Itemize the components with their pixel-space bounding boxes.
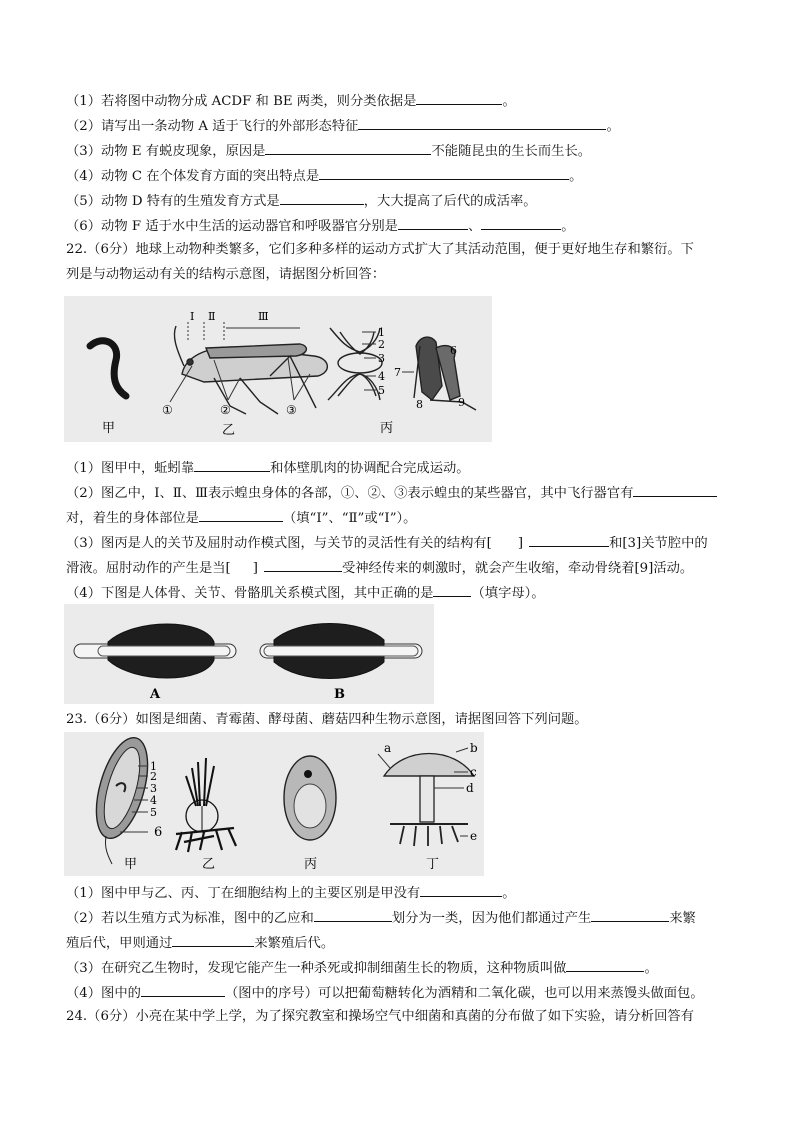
q23-item-3-text: （3）在研究乙生物时，发现它能产生一种杀死或抑制细菌生长的物质，这种物质叫做 — [66, 961, 567, 976]
fig-label-yi: 乙 — [202, 857, 216, 872]
answer-blank[interactable] — [141, 983, 225, 997]
fig-label-4: 4 — [378, 370, 385, 383]
fig-label-3: 3 — [378, 352, 385, 365]
fig-label-1: 1 — [150, 760, 157, 773]
answer-blank[interactable] — [358, 116, 606, 130]
q22-item-3-line-2 — [66, 558, 693, 578]
answer-blank[interactable] — [314, 908, 392, 922]
q23-item-4 — [66, 983, 704, 1003]
q21-item-5 — [66, 191, 537, 211]
q22-item-3-line-1 — [66, 533, 708, 553]
q22-intro-line-1: 22.（6分）地球上动物种类繁多，它们多种多样的运动方式扩大了其活动范围，便于更好地生存和繁衍。下 — [66, 242, 694, 257]
q23-intro: 23.（6分）如图是细菌、青霉菌、酵母菌、蘑菇四种生物示意图，请据图回答下列问题。 — [66, 712, 588, 727]
punct: 、 — [467, 219, 482, 234]
q22-item-2-mid: 对，着生的身体部位是 — [66, 511, 199, 526]
q22-intro-line-2: 列是与动物运动有关的结构示意图，请据图分析回答： — [66, 267, 386, 282]
q23-item-4-text: （4）图中的 — [66, 986, 141, 1001]
fig-label-bing: 丙 — [304, 857, 318, 872]
punct: 。 — [606, 119, 620, 134]
q21-item-1-text: （1）若将图中动物分成 ACDF 和 BE 两类，则分类依据是 — [66, 94, 417, 109]
bacterium-drawing — [87, 732, 158, 864]
punct: 。 — [502, 886, 516, 901]
answer-blank[interactable] — [481, 216, 561, 230]
fig-label-circle-3: ③ — [286, 403, 297, 417]
answer-blank[interactable] — [529, 533, 609, 547]
penicillium-drawing — [176, 758, 236, 852]
fig-label-1: 1 — [378, 326, 385, 339]
q21-item-3-text: （3）动物 E 有蜕皮现象，原因是 — [66, 144, 266, 159]
q23-item-1-text: （1）图中甲与乙、丙、丁在细胞结构上的主要区别是甲没有 — [66, 886, 421, 901]
fig-label-seg2: Ⅱ — [208, 310, 216, 323]
bracket-close: ] — [252, 561, 258, 576]
q23-item-2-text: （2）若以生殖方式为标准，图中的乙应和 — [66, 911, 314, 926]
fig-label-a: a — [384, 741, 392, 755]
q23-item-2-mid: 划分为一类，因为他们都通过产生 — [391, 911, 592, 926]
punct: 。 — [502, 94, 516, 109]
q22-item-2-tail: （填“Ⅰ”、“Ⅱ”或“Ⅰ”）。 — [282, 511, 417, 526]
q21-item-3 — [66, 141, 591, 161]
q21-item-1 — [66, 91, 516, 111]
q23-item-2-line-2 — [66, 933, 334, 953]
fig-label-4: 4 — [150, 794, 157, 807]
punct: 。 — [569, 169, 583, 184]
grasshopper-drawing — [174, 326, 327, 414]
answer-blank[interactable] — [433, 583, 471, 597]
answer-blank[interactable] — [194, 458, 270, 472]
answer-blank[interactable] — [633, 483, 717, 497]
fig-label-5: 5 — [378, 384, 385, 397]
fig-label-b: B — [334, 687, 345, 702]
q22-item-4-text: （4）下图是人体骨、关节、骨骼肌关系模式图，其中正确的是 — [66, 586, 434, 601]
q22-item-2-line-2 — [66, 508, 416, 528]
q21-item-5-text: （5）动物 D 特有的生殖发育方式是 — [66, 194, 280, 209]
answer-blank[interactable] — [591, 908, 669, 922]
fig-label-ding: 丁 — [426, 857, 440, 872]
q22-item-4-tail: （填字母）。 — [471, 586, 545, 601]
fig-label-yi: 乙 — [222, 423, 236, 438]
q22-item-3-line2-text: 滑液。屈肘动作的产生是当[ — [66, 561, 231, 576]
q22-item-3-text: （3）图丙是人的关节及屈肘动作模式图，与关节的灵活性有关的结构有[ — [66, 536, 492, 551]
fig-label-2: 2 — [378, 338, 385, 351]
q24-intro: 24.（6分）小亮在某中学上学，为了探究教室和操场空气中细菌和真菌的分布做了如下实验，请分析回答有 — [66, 1009, 694, 1024]
answer-blank[interactable] — [319, 166, 569, 180]
q21-item-2 — [66, 116, 620, 136]
q23-item-1 — [66, 883, 515, 903]
q23-item-3 — [66, 958, 658, 978]
q22-item-1-tail: 和体壁肌肉的协调配合完成运动。 — [270, 461, 470, 476]
fig-label-d: d — [466, 781, 474, 795]
q22-figure-movement-structures — [64, 296, 492, 442]
answer-blank[interactable] — [398, 216, 468, 230]
q21-item-6 — [66, 216, 575, 236]
q22-item-1-text: （1）图甲中，蚯蚓靠 — [66, 461, 195, 476]
fig-label-e: e — [470, 829, 478, 843]
fig-label-circle-1: ① — [162, 403, 173, 417]
earthworm-drawing — [90, 341, 126, 396]
fig-label-c: c — [470, 765, 477, 779]
answer-blank[interactable] — [420, 883, 502, 897]
model-b-drawing — [260, 624, 422, 679]
fig-label-5: 5 — [150, 806, 157, 819]
answer-blank[interactable] — [280, 191, 364, 205]
q22-item-2-text: （2）图乙中，Ⅰ、Ⅱ、Ⅲ表示蝗虫身体的各部，①、②、③表示蝗虫的某些器官，其中飞行器官有 — [66, 486, 634, 501]
fig-label-b: b — [470, 741, 478, 755]
fig-label-8: 8 — [416, 398, 423, 411]
q23-item-2-mid2: 来繁 — [669, 911, 696, 926]
q21-item-5-tail: ，大大提高了后代的成活率。 — [363, 194, 537, 209]
fig-label-6: 6 — [450, 344, 457, 357]
q22-item-4 — [66, 583, 545, 603]
q22-figure-bone-muscle-models — [64, 604, 434, 704]
answer-blank[interactable] — [265, 141, 431, 155]
fig-label-7: 7 — [394, 366, 401, 379]
model-a-drawing — [74, 624, 236, 678]
fig-label-3: 3 — [150, 782, 157, 795]
answer-blank[interactable] — [416, 91, 502, 105]
q21-item-2-text: （2）请写出一条动物 A 适于飞行的外部形态特征 — [66, 119, 359, 134]
answer-blank[interactable] — [264, 558, 342, 572]
yeast-drawing — [284, 756, 336, 840]
joint-drawing — [328, 328, 382, 400]
bracket-close: ] — [517, 536, 524, 551]
fig-label-a: A — [150, 687, 161, 702]
q22-item-1 — [66, 458, 470, 478]
answer-blank[interactable] — [172, 933, 254, 947]
q23-item-2-tail: 来繁殖后代。 — [254, 936, 335, 951]
fig-label-seg3: Ⅲ — [258, 310, 269, 323]
arm-flexion-drawing — [414, 337, 476, 410]
q21-item-4 — [66, 166, 582, 186]
q23-item-2-line-1 — [66, 908, 696, 928]
q21-item-4-text: （4）动物 C 在个体发育方面的突出特点是 — [66, 169, 320, 184]
fig-label-2: 2 — [150, 770, 157, 783]
punct: 。 — [561, 219, 575, 234]
fig-label-bing: 丙 — [380, 421, 394, 436]
answer-blank[interactable] — [199, 508, 283, 522]
mushroom-drawing — [384, 754, 474, 847]
q21-item-3-tail: 不能随昆虫的生长而生长。 — [431, 144, 592, 159]
q23-item-2-line2-text: 殖后代，甲则通过 — [66, 936, 173, 951]
fig-label-circle-2: ② — [220, 403, 231, 417]
punct: 。 — [644, 961, 658, 976]
q21-item-6-text: （6）动物 F 适于水中生活的运动器官和呼吸器官分别是 — [66, 219, 398, 234]
q22-item-3-mid: 和[3]关节腔中的 — [609, 536, 708, 551]
q22-item-2-line-1 — [66, 483, 717, 503]
q23-figure-microorganisms — [64, 732, 484, 876]
fig-label-6: 6 — [154, 825, 163, 840]
fig-label-seg1: Ⅰ — [190, 310, 195, 323]
fig-label-jia: 甲 — [102, 421, 116, 436]
answer-blank[interactable] — [566, 958, 644, 972]
q23-item-4-tail: （图中的序号）可以把葡萄糖转化为酒精和二氧化碳，也可以用来蒸馒头做面包。 — [224, 986, 704, 1001]
fig-label-jia: 甲 — [124, 857, 138, 872]
q22-item-3-tail: 受神经传来的刺激时，就会产生收缩，牵动骨绕着[9]活动。 — [341, 561, 694, 576]
fig-label-9: 9 — [458, 396, 465, 409]
